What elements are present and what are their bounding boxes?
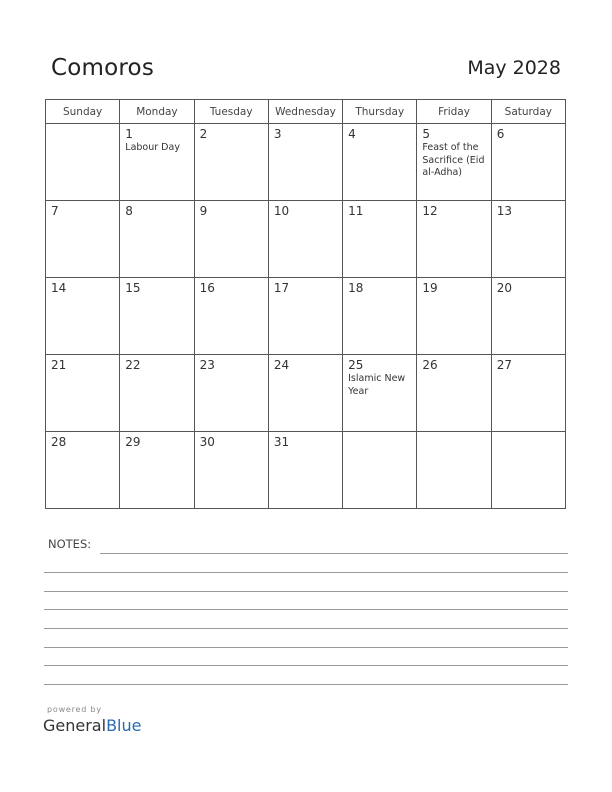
- day-number: 6: [496, 127, 505, 141]
- day-cell: [343, 201, 417, 278]
- weekday-saturday: Saturday: [491, 100, 565, 124]
- day-cell: [343, 278, 417, 355]
- day-number: 17: [273, 281, 290, 295]
- day-number: 20: [496, 281, 512, 295]
- day-cell: [491, 355, 565, 432]
- generalblue-logo: [43, 716, 141, 735]
- day-number: 22: [125, 358, 141, 372]
- day-cell: [268, 278, 342, 355]
- day-cell: [194, 355, 268, 432]
- day-cell: [194, 201, 268, 278]
- day-cell: [417, 201, 491, 278]
- holiday-label: Feast of the Sacrifice (Eid al-Adha): [422, 142, 485, 178]
- day-cell: [343, 432, 417, 509]
- day-number: 29: [125, 435, 141, 449]
- day-cell: [46, 278, 120, 355]
- day-cell: [120, 201, 194, 278]
- day-number: 9: [199, 204, 208, 218]
- brand-general-text: General: [43, 716, 107, 735]
- day-cell: [417, 124, 491, 201]
- day-number: 21: [51, 358, 67, 372]
- day-cell: [46, 124, 120, 201]
- week-row: [46, 432, 566, 509]
- day-cell: [417, 278, 491, 355]
- day-number: 12: [422, 204, 438, 218]
- notes-line: [100, 553, 568, 554]
- day-number: 24: [273, 358, 290, 372]
- notes-line: [44, 591, 568, 592]
- week-row: [46, 201, 566, 278]
- day-number: 28: [51, 435, 67, 449]
- day-number: 8: [125, 204, 133, 218]
- notes-line: [44, 684, 568, 685]
- week-row: [46, 124, 566, 201]
- weekday-monday: Monday: [120, 100, 194, 124]
- notes-line: [44, 628, 568, 629]
- day-number: 18: [348, 281, 364, 295]
- notes-label: NOTES:: [48, 537, 92, 551]
- day-cell: [194, 278, 268, 355]
- day-cell: [120, 278, 194, 355]
- notes-line: [44, 647, 568, 648]
- day-cell: [120, 124, 194, 201]
- day-cell: [194, 124, 268, 201]
- day-cell: [268, 432, 342, 509]
- calendar-month-title: May 2028: [467, 57, 561, 79]
- day-cell: [268, 201, 342, 278]
- calendar-grid: [45, 99, 566, 509]
- day-cell: [343, 124, 417, 201]
- day-cell: [491, 278, 565, 355]
- day-number: 30: [199, 435, 215, 449]
- day-cell: [268, 124, 342, 201]
- day-cell: [194, 432, 268, 509]
- weekday-thursday: Thursday: [343, 100, 417, 124]
- day-number: 14: [51, 281, 67, 295]
- notes-line: [44, 665, 568, 666]
- weekday-friday: Friday: [417, 100, 491, 124]
- weekday-sunday: Sunday: [46, 100, 120, 124]
- notes-line: [44, 572, 568, 573]
- holiday-label: Labour Day: [125, 142, 180, 153]
- day-cell: [417, 432, 491, 509]
- week-row: [46, 278, 566, 355]
- day-number: 15: [125, 281, 141, 295]
- day-cell: [268, 355, 342, 432]
- day-cell: [46, 432, 120, 509]
- day-cell: [491, 432, 565, 509]
- day-number: 31: [273, 435, 290, 449]
- day-cell: [491, 124, 565, 201]
- brand-blue-text: Blue: [106, 716, 142, 735]
- day-number: 4: [348, 127, 356, 141]
- calendar-country-title: Comoros: [51, 55, 155, 81]
- day-number: 23: [199, 358, 215, 372]
- weekday-tuesday: Tuesday: [194, 100, 268, 124]
- day-number: 11: [348, 204, 364, 218]
- day-cell: [46, 355, 120, 432]
- day-number: 2: [199, 127, 208, 141]
- day-number: 7: [51, 204, 59, 218]
- day-cell: [491, 201, 565, 278]
- powered-by-text: powered by: [47, 705, 102, 714]
- day-number: 25: [348, 358, 364, 372]
- day-number: 1: [125, 127, 133, 141]
- day-number: 19: [422, 281, 438, 295]
- week-row: [46, 355, 566, 432]
- day-number: 10: [273, 204, 290, 218]
- day-cell: [343, 355, 417, 432]
- notes-line: [44, 609, 568, 610]
- day-cell: [46, 201, 120, 278]
- day-number: 26: [422, 358, 438, 372]
- day-number: 16: [199, 281, 215, 295]
- day-number: 3: [273, 127, 282, 141]
- day-cell: [120, 432, 194, 509]
- day-number: 13: [496, 204, 512, 218]
- weekday-wednesday: Wednesday: [268, 100, 342, 124]
- holiday-label: Islamic New Year: [348, 373, 406, 397]
- day-cell: [417, 355, 491, 432]
- weekday-header-row: [46, 100, 566, 124]
- day-number: 5: [422, 127, 431, 141]
- day-number: 27: [496, 358, 512, 372]
- day-cell: [120, 355, 194, 432]
